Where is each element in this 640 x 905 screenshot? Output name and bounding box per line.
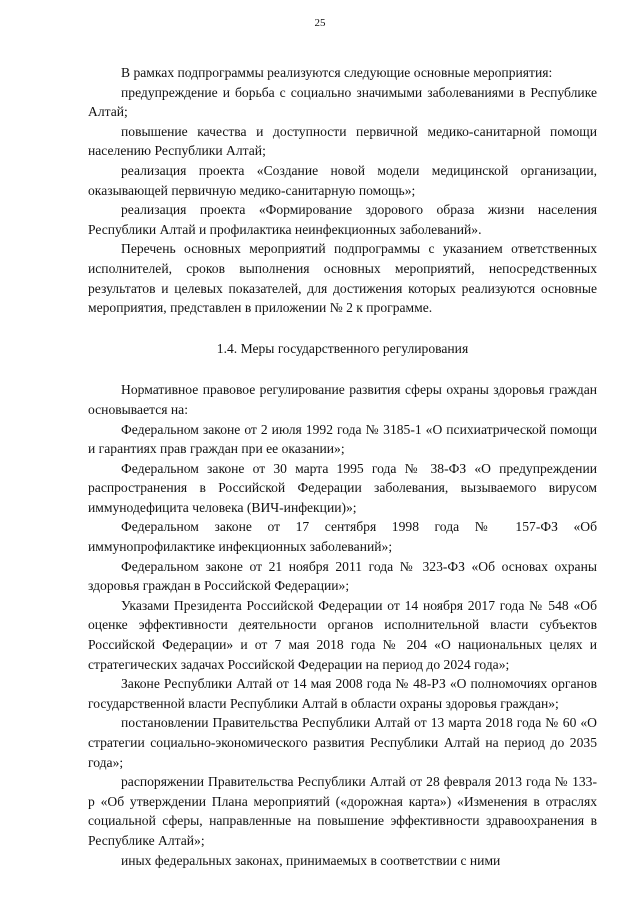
list-item: реализация проекта «Формирование здорового образа жизни населения Республики Алтай и профилактика неинфекционных заболеваний». <box>88 202 597 237</box>
paragraph: Нормативное правовое регулирование развития сферы охраны здоровья граждан основывается на: <box>88 382 597 417</box>
list-item: предупреждение и борьба с социально значимыми заболеваниями в Республике Алтай; <box>88 84 597 120</box>
list-item: Федеральном законе от 17 сентября 1998 года № 157-ФЗ «Об иммунопрофилактике инфекционных заболеваний»; <box>88 519 597 555</box>
list-item: реализация проекта «Создание новой модели медицинской организации, оказывающей первичную медико-санитарную помощь»; <box>88 162 597 198</box>
section-heading: 1.4. Меры государственного регулирования <box>216 340 469 356</box>
list-item: Федеральном законе от 2 июля 1992 года № 3185-1 «О психиатрической помощи и гарантиях прав граждан при ее оказании»; <box>88 421 597 457</box>
list-item: постановлении Правительства Республики Алтай от 13 марта 2018 года № 60 «О стратегии социально-экономического развития Республики Алтай на период до 2035 года»; <box>88 715 597 770</box>
paragraph: В рамках подпрограммы реализуются следующие основные мероприятия: <box>121 65 553 80</box>
paragraph: Перечень основных мероприятий подпрограммы с указанием ответственных исполнителей, сроков выполнения основных мероприятий, непосредственных результатов и целевых показателей, для достижения которых реализуются основные мероприятия, представлен в приложении № 2 к программе. <box>88 241 597 316</box>
list-item: повышение качества и доступности первичной медико-санитарной помощи населению Республики Алтай; <box>88 123 597 159</box>
page-number: 25 <box>314 17 326 29</box>
list-item: Законе Республики Алтай от 14 мая 2008 года № 48-РЗ «О полномочиях органов государственной власти Республики Алтай в области охраны здоровья граждан»; <box>88 676 597 711</box>
list-item: распоряжении Правительства Республики Алтай от 28 февраля 2013 года № 133-р «Об утверждении Плана мероприятий («дорожная карта») «Изменения в отраслях социальной сферы, направленные на повышение эффективности здравоохранения в Республике Алтай»; <box>88 774 597 848</box>
list-item: иных федеральных законах, принимаемых в соответствии с ними <box>121 852 501 868</box>
list-item: Федеральном законе от 21 ноября 2011 года № 323-ФЗ «Об основах охраны здоровья граждан в Российской Федерации»; <box>88 558 597 594</box>
list-item: Федеральном законе от 30 марта 1995 года № 38-ФЗ «О предупреждении распространения в Российской Федерации заболевания, вызываемого вирусом иммунодефицита человека (ВИЧ-инфекции)»; <box>88 460 597 515</box>
list-item: Указами Президента Российской Федерации от 14 ноября 2017 года № 548 «Об оценке эффективности деятельности органов исполнительной власти субъектов Российской Федерации» и от 7 мая 2018 года № 204 «О национальных целях и стратегических задачах Российской Федерации на период до 2024 года»; <box>88 597 597 672</box>
document-body <box>88 63 597 870</box>
